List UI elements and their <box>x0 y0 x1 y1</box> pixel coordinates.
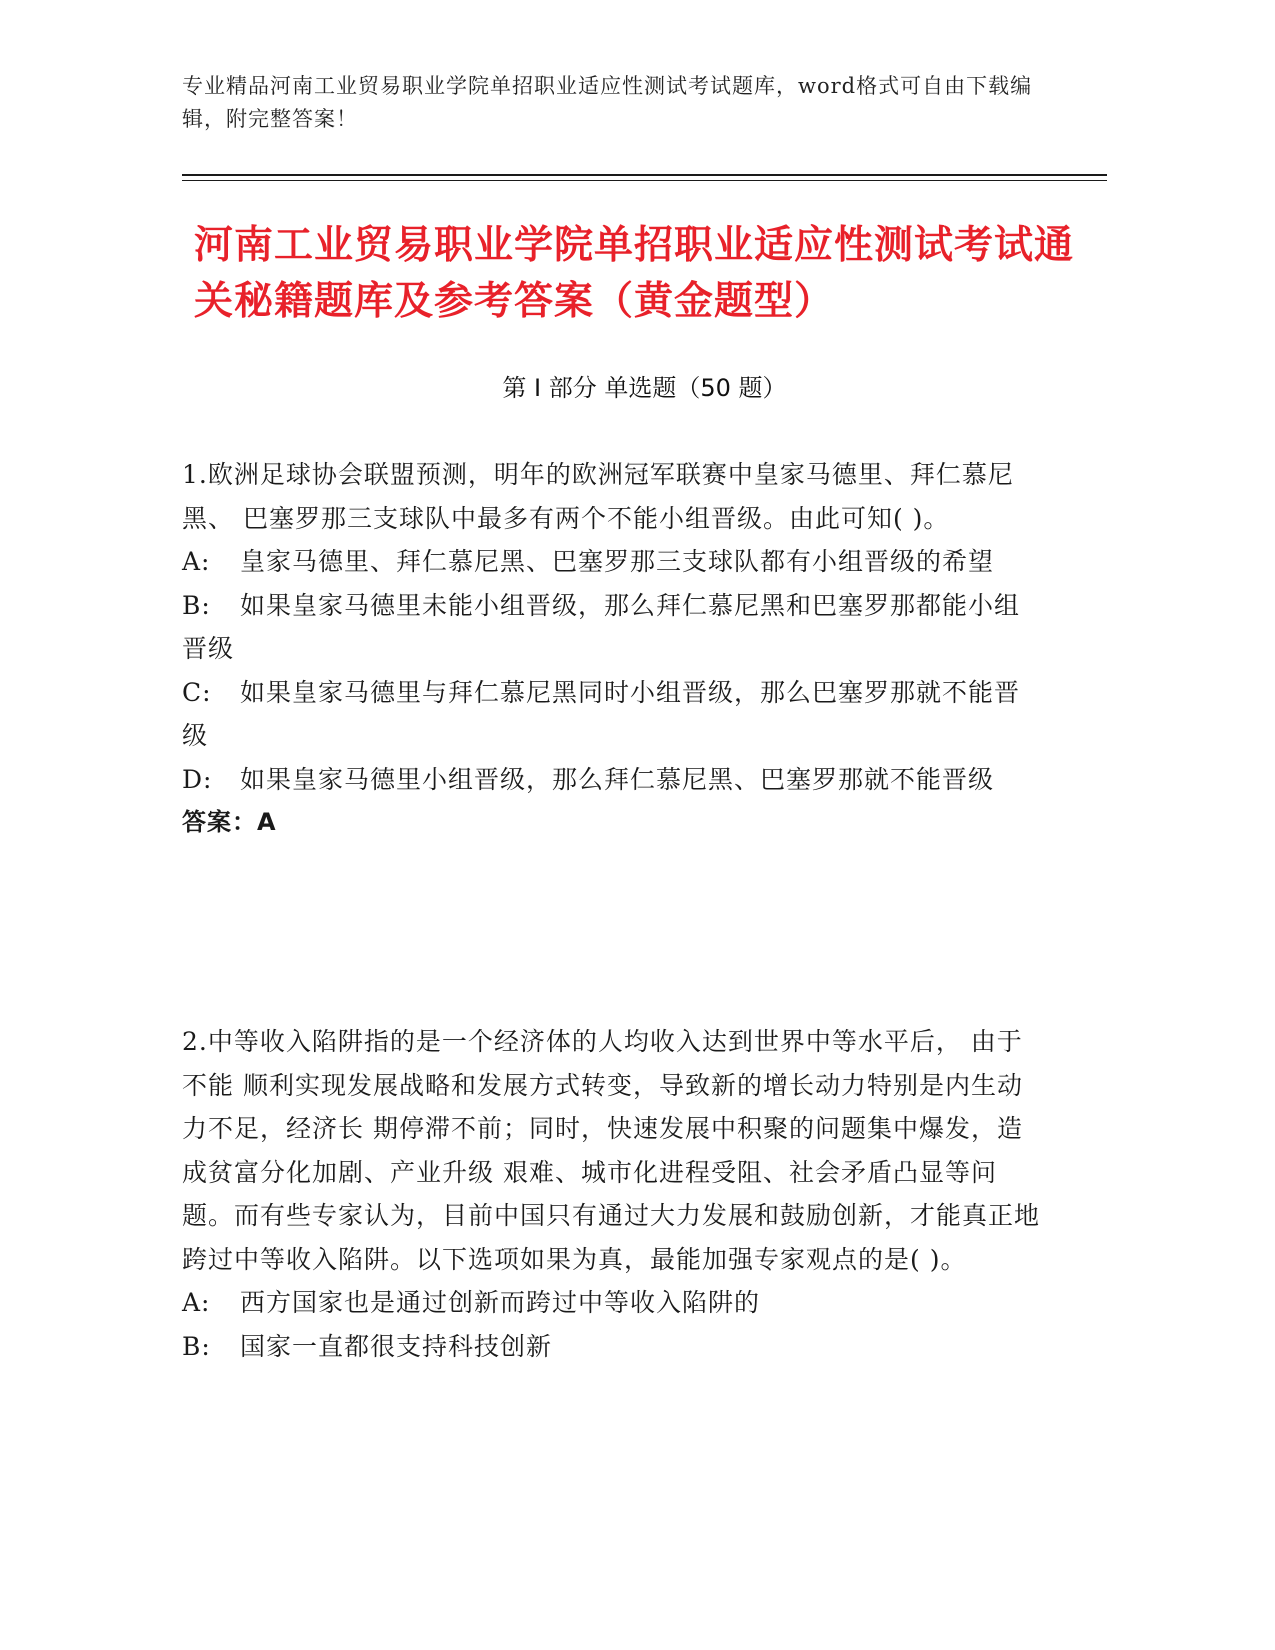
question-1 <box>182 453 1042 845</box>
option-text: 皇家马德里、拜仁慕尼黑、巴塞罗那三支球队都有小组晋级的希望 <box>240 547 995 576</box>
section-title: 第 I 部分 单选题（50 题） <box>502 374 787 402</box>
option-a <box>182 540 1042 584</box>
question-stem: 2.中等收入陷阱指的是一个经济体的人均收入达到世界中等水平后， 由于不能 顺利实现发展战略和发展方式转变，导致新的增长动力特别是内生动力不足，经济长 期停滞不前；同时，快速发展中积聚的问题集中爆发，造成贫富分化加剧、产业升级 艰难、城市化进程受阻、社会矛盾凸显等问题。而有些专家认为，目前中国只有通过大力发展和鼓励创新，才能真正地跨过中等收入陷阱。以下选项如果为真，最能加强专家观点的是( )。 <box>182 1027 1041 1274</box>
question-2 <box>182 1020 1042 1368</box>
option-label: B: <box>182 590 211 620</box>
header-note: 专业精品河南工业贸易职业学院单招职业适应性测试考试题库，word格式可自由下载编辑，附完整答案！ <box>182 74 1033 131</box>
option-label: A: <box>182 547 211 576</box>
option-label: D: <box>182 764 213 794</box>
document-title: 河南工业贸易职业学院单招职业适应性测试考试通关秘籍题库及参考答案（黄金题型） <box>194 223 1075 324</box>
option-d <box>182 758 1042 802</box>
option-label: B: <box>182 1331 211 1361</box>
option-text: 西方国家也是通过创新而跨过中等收入陷阱的 <box>240 1288 761 1317</box>
option-c <box>182 671 1042 758</box>
header-divider-thin <box>182 180 1107 181</box>
header-divider-thick <box>182 174 1107 176</box>
option-text: 如果皇家马德里未能小组晋级，那么拜仁慕尼黑和巴塞罗那都能小组晋级 <box>182 590 1021 663</box>
option-a <box>182 1281 1042 1325</box>
option-b <box>182 1325 1042 1369</box>
option-label: C: <box>182 677 212 707</box>
option-label: A: <box>182 1288 211 1317</box>
option-text: 如果皇家马德里小组晋级，那么拜仁慕尼黑、巴塞罗那就不能晋级 <box>240 764 995 794</box>
answer-line: 答案：A <box>182 808 277 836</box>
option-b <box>182 584 1042 671</box>
option-text: 国家一直都很支持科技创新 <box>240 1331 553 1361</box>
option-text: 如果皇家马德里与拜仁慕尼黑同时小组晋级，那么巴塞罗那就不能晋级 <box>182 677 1021 750</box>
question-stem: 1.欧洲足球协会联盟预测，明年的欧洲冠军联赛中皇家马德里、拜仁慕尼黑、 巴塞罗那三支球队中最多有两个不能小组晋级。由此可知( )。 <box>182 460 1014 533</box>
